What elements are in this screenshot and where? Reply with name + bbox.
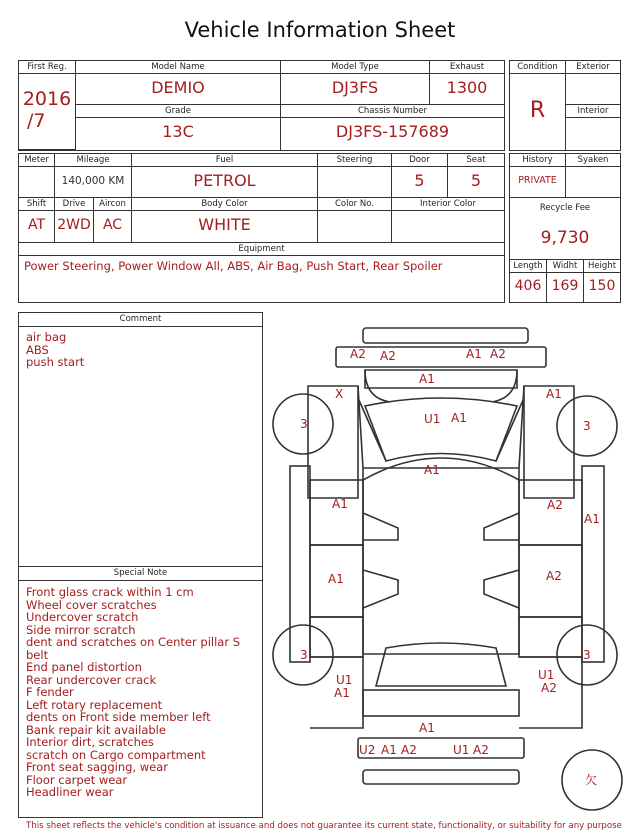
front-bumper-top [363, 328, 528, 343]
mark-quarter-l-1: U1 [336, 673, 353, 687]
disclaimer-footer: This sheet reflects the vehicle's condition at issuance and does not guarantee its current state, functionality, or suitability for any purpose [26, 821, 622, 831]
note-line: Rear undercover crack [26, 672, 157, 687]
window-cut-rr [484, 570, 519, 608]
width-label: Widht [547, 260, 583, 273]
equipment-value: Power Steering, Power Window All, ABS, Air Bag, Push Start, Rear Spoiler [24, 259, 443, 273]
model-type-label: Model Type [281, 61, 429, 74]
window-cut-fr [484, 513, 519, 540]
mark-spare: 欠 [585, 773, 598, 787]
first-reg-year: 2016 [22, 88, 72, 110]
mark-quarter-r-1: U1 [538, 668, 555, 682]
mark-front-bumper-3: A1 [466, 347, 482, 361]
condition-label: Condition [510, 61, 565, 74]
color-no-label: Color No. [318, 198, 391, 211]
quarter-right [519, 617, 582, 657]
shift-label: Shift [19, 198, 54, 211]
mark-quarter-r-2: A2 [541, 681, 557, 695]
mileage-label: Mileage [55, 154, 131, 167]
note-line: belt [26, 647, 49, 662]
equipment-label: Equipment [19, 243, 504, 256]
mark-rear-2: A1 [381, 743, 397, 757]
door-cell [392, 154, 448, 198]
mileage-value: 140,000 KM [61, 175, 125, 187]
condition-grid [509, 60, 621, 151]
mark-trunk: A1 [419, 721, 435, 735]
length-label: Length [510, 260, 546, 273]
comment-box [18, 312, 263, 567]
right-pillar [582, 466, 604, 662]
mark-wheel-fr: 3 [583, 419, 591, 433]
height-cell [584, 260, 620, 302]
shift-cell [19, 198, 55, 243]
comment-label: Comment [19, 313, 262, 327]
body-color-label: Body Color [132, 198, 317, 211]
mark-front-bumper-4: A2 [490, 347, 506, 361]
spec-grid [18, 153, 505, 303]
special-note-label: Special Note [19, 567, 262, 581]
width-value: 169 [551, 278, 579, 294]
chassis-value: DJ3FS-157689 [335, 122, 450, 141]
meter-cell [19, 154, 55, 198]
chassis-label: Chassis Number [281, 105, 504, 118]
steering-cell [318, 154, 392, 198]
drive-cell [55, 198, 94, 243]
mark-fender-right: A1 [546, 387, 562, 401]
mark-door-rl: A1 [328, 572, 344, 586]
main-info-grid [18, 60, 505, 151]
recycle-fee-cell [510, 198, 620, 260]
length-cell [510, 260, 547, 302]
left-pillar [290, 466, 310, 662]
mark-door-fr: A2 [547, 498, 563, 512]
mark-windshield-2: A1 [451, 411, 467, 425]
note-line: Interior dirt, scratches [26, 735, 154, 749]
mark-rear-3: A2 [401, 743, 417, 757]
windshield [365, 398, 517, 461]
note-line: dents on Front side member left [26, 710, 211, 724]
mark-front-bumper-1: A2 [350, 347, 366, 361]
fuel-label: Fuel [132, 154, 317, 167]
height-label: Height [584, 260, 620, 273]
mark-door-rr: A2 [546, 569, 562, 583]
aircon-value: AC [102, 217, 123, 233]
comment-line: ABS [26, 342, 49, 357]
condition-cell [510, 61, 566, 150]
mark-pillar-r: A1 [584, 512, 600, 526]
hood [365, 370, 517, 388]
exhaust-label: Exhaust [430, 61, 504, 74]
steering-label: Steering [318, 154, 391, 167]
note-line: End panel distortion [26, 660, 142, 674]
recycle-fee-value: 9,730 [540, 228, 590, 248]
note-line: Wheel cover scratches [26, 597, 157, 612]
rear-window [376, 643, 506, 686]
note-line: Headliner wear [26, 785, 114, 799]
note-line: Floor carpet wear [26, 772, 128, 787]
drive-label: Drive [55, 198, 93, 211]
roof [363, 468, 519, 654]
equipment-cell [19, 243, 504, 302]
mark-fender-left: X [335, 387, 344, 401]
body-color-cell [132, 198, 318, 243]
interior-label: Interior [566, 105, 620, 118]
width-cell [547, 260, 584, 302]
door-fl [310, 480, 363, 545]
aircon-cell [94, 198, 132, 243]
body-color-value: WHITE [198, 215, 251, 234]
history-grid [509, 153, 621, 303]
first-reg-cell [19, 61, 76, 150]
note-line: dent and scratches on Center pillar S [26, 635, 241, 649]
note-line: Front glass crack within 1 cm [26, 585, 194, 599]
seat-label: Seat [448, 154, 504, 167]
model-type-cell [281, 61, 430, 105]
window-cut-fl [363, 513, 398, 540]
interior-color-label: Interior Color [392, 198, 504, 211]
special-note-lines [19, 581, 262, 803]
mark-door-fl: A1 [332, 497, 348, 511]
syaken-cell [566, 154, 620, 198]
fender-left [308, 386, 358, 498]
door-fr [519, 480, 582, 545]
note-line: F fender [26, 685, 74, 699]
page-title: Vehicle Information Sheet [184, 18, 456, 42]
exterior-label: Exterior [566, 61, 620, 74]
note-line: Side mirror scratch [26, 622, 136, 637]
trunk [363, 690, 519, 716]
syaken-label: Syaken [566, 154, 620, 167]
door-label: Door [392, 154, 447, 167]
condition-value: R [529, 98, 546, 123]
mark-rear-4: U1 [453, 743, 470, 757]
note-line: Left rotary replacement [26, 697, 163, 712]
mark-rear-5: A2 [473, 743, 489, 757]
mark-rear-1: U2 [359, 743, 376, 757]
model-type-value: DJ3FS [331, 78, 379, 97]
grade-value: 13C [162, 122, 194, 141]
quarter-left [310, 617, 363, 657]
first-reg-label: First Reg. [19, 61, 75, 74]
comment-line: push start [26, 355, 85, 369]
grade-label: Grade [76, 105, 280, 118]
exterior-cell [566, 61, 620, 105]
model-name-value: DEMIO [151, 78, 205, 97]
mark-roof: A1 [424, 463, 440, 477]
meter-label: Meter [19, 154, 54, 167]
front-bumper [336, 347, 546, 367]
seat-value: 5 [470, 171, 482, 190]
fuel-cell [132, 154, 318, 198]
note-line: Bank repair kit available [26, 722, 166, 737]
seat-cell [448, 154, 504, 198]
rear-bar [363, 770, 519, 784]
first-reg-month: /7 [27, 110, 46, 132]
note-line: Front seat sagging, wear [26, 760, 169, 774]
history-value: PRIVATE [518, 175, 557, 186]
mark-hood: A1 [419, 372, 435, 386]
mark-wheel-rr: 3 [583, 648, 591, 662]
note-line: Undercover scratch [26, 610, 139, 624]
interior-color-cell [392, 198, 504, 243]
mark-wheel-rl: 3 [300, 648, 308, 662]
color-no-cell [318, 198, 392, 243]
aircon-label: Aircon [94, 198, 131, 211]
shift-value: AT [27, 217, 46, 233]
window-cut-rl [363, 570, 398, 608]
model-name-cell [76, 61, 281, 105]
length-value: 406 [514, 278, 542, 294]
grade-cell [76, 105, 281, 150]
history-label: History [510, 154, 565, 167]
mark-quarter-l-2: A1 [334, 686, 350, 700]
comment-lines [19, 327, 262, 373]
height-value: 150 [588, 278, 616, 294]
drive-value: 2WD [57, 217, 91, 233]
fender-right [524, 386, 574, 498]
fuel-value: PETROL [193, 171, 256, 190]
mark-front-bumper-2: A2 [380, 349, 396, 363]
recycle-fee-label: Recycle Fee [539, 203, 591, 213]
interior-cell [566, 105, 620, 150]
car-damage-diagram [270, 318, 632, 818]
model-name-label: Model Name [76, 61, 280, 74]
history-cell [510, 154, 566, 198]
chassis-cell [281, 105, 504, 150]
exhaust-value: 1300 [446, 78, 488, 97]
mileage-cell [55, 154, 132, 198]
exhaust-cell [430, 61, 504, 105]
mark-windshield-1: U1 [424, 412, 441, 426]
mark-wheel-fl: 3 [300, 417, 308, 431]
note-line: scratch on Cargo compartment [26, 747, 206, 762]
comment-line: air bag [26, 330, 67, 344]
special-note-box [18, 566, 263, 818]
door-value: 5 [414, 171, 425, 190]
